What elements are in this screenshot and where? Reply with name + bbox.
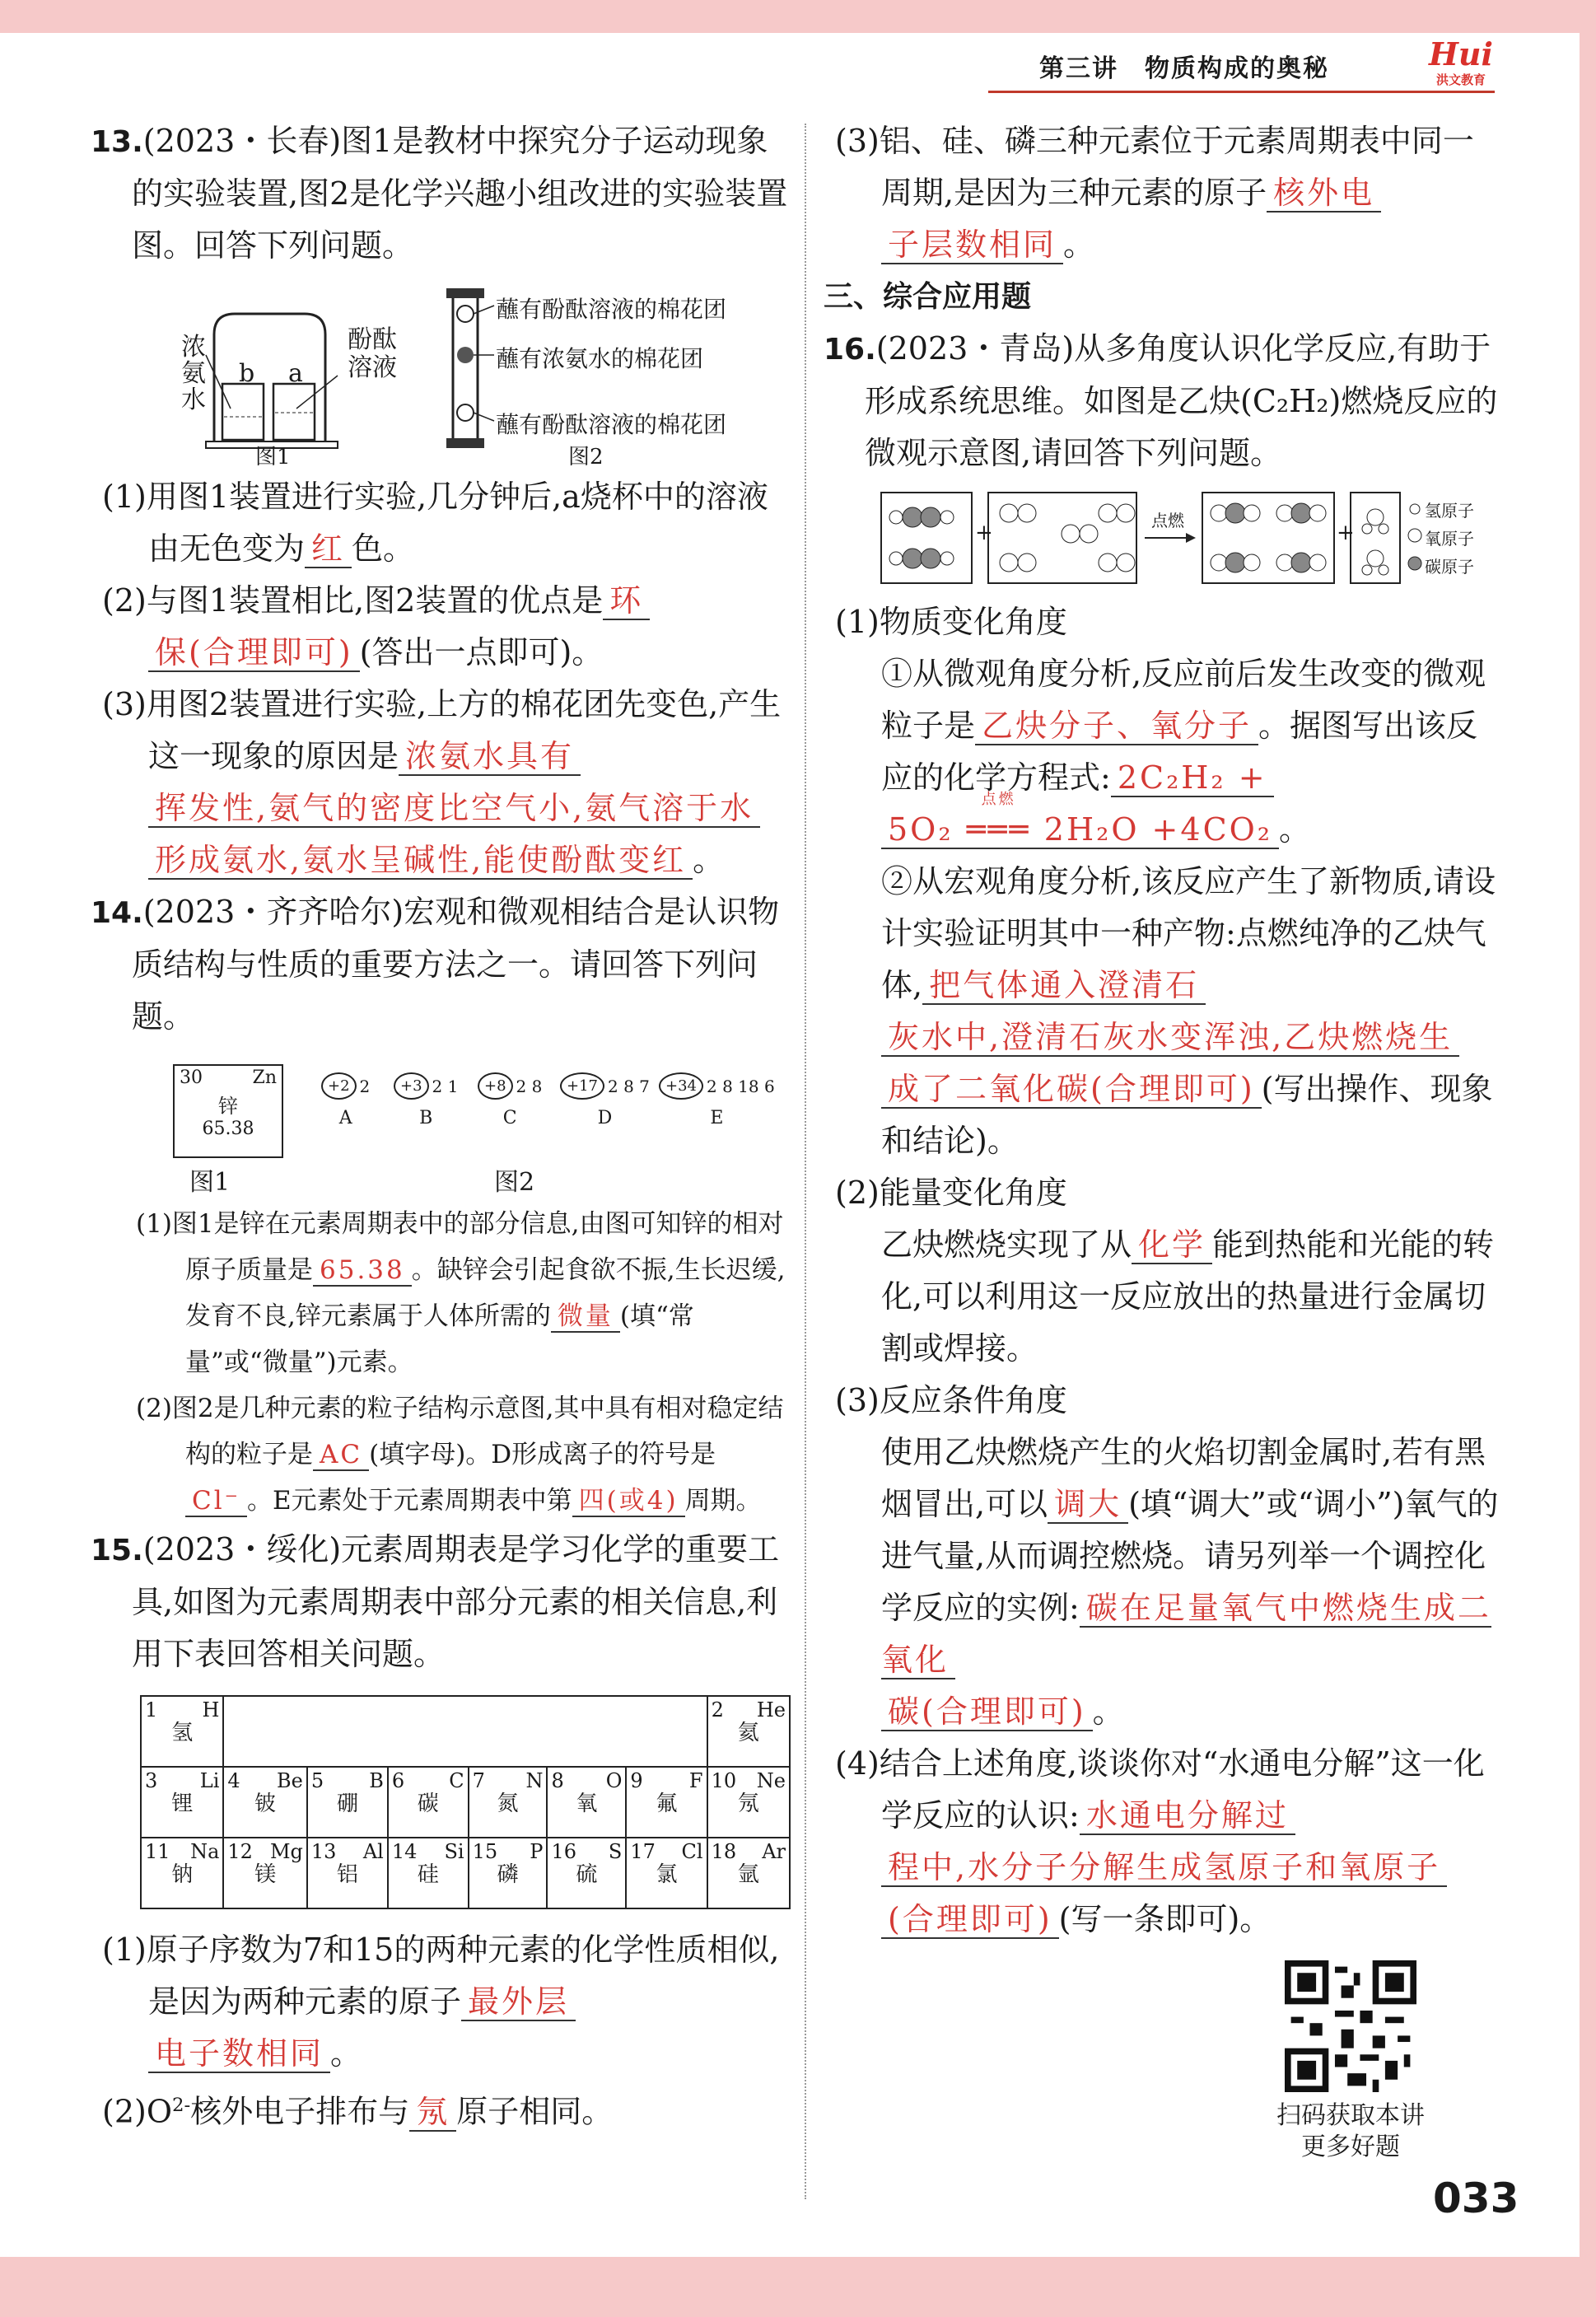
question-15 (91, 1524, 791, 2138)
element-cell-n: 7 N 氮 (469, 1767, 548, 1838)
q13-answer-1: 红 (305, 530, 352, 568)
q15-sub3: (3)铝、硅、磷三种元素位于元素周期表中同一周期,是因为三种元素的原子 核外电 子层数相同 。 (835, 123, 1474, 263)
atom-label: C (502, 1108, 517, 1128)
q16-equation-left: 2C₂H₂ + (1111, 759, 1274, 797)
bottom-color-band (0, 2257, 1596, 2317)
q15-stem: 15.(2023・绥化)元素周期表是学习化学的重要工具,如图为元素周期表中部分元素的相关信息,利用下表回答相关问题。 (91, 1531, 780, 1672)
q15-answer-3a: 核外电 (1267, 175, 1381, 213)
zinc-name: 锌 (218, 1095, 238, 1118)
q13-fig2-label-1: 蘸有酚酞溶液的棉花团 (496, 296, 727, 323)
q16-part1-title: (1)物质变化角度 (835, 604, 1067, 640)
element-cell-ne: 10 Ne 氖 (707, 1767, 790, 1838)
atom-label: E (710, 1108, 724, 1128)
q14-sub2: (2)图2是几种元素的粒子结构示意图,其中具有相对稳定结构的粒子是 AC (填字母)。D形成离子的符号是Cl⁻ 。E元素处于元素周期表中第 四(或4) 周期。 (136, 1394, 784, 1516)
table-row (141, 1767, 790, 1838)
element-cell-si: 14 Si 硅 (388, 1838, 469, 1908)
q14-answer-5: 四(或4) (572, 1486, 685, 1517)
q16-answer-2a: 把气体通入澄清石 (922, 967, 1206, 1005)
q14-fig1-caption: 图1 (189, 1168, 231, 1197)
right-column (824, 115, 1499, 1946)
atom-diagram-0 (321, 1072, 370, 1128)
zinc-number: 30 (180, 1067, 203, 1088)
q13-fig2-caption: 图2 (568, 445, 604, 469)
zinc-element-cell (173, 1064, 283, 1158)
table-gap (223, 1696, 707, 1767)
electron-shells: 2 8 7 (608, 1076, 650, 1096)
q13-answer-3b: 挥发性,氨气的密度比空气小,氨气溶于水 (148, 790, 760, 828)
q14-figures (91, 1048, 791, 1196)
q16-answer-6b: 程中,水分子分解生成氢原子和氧原子 (881, 1849, 1447, 1887)
q16-answer-5b: 碳(合理即可) (881, 1693, 1093, 1731)
element-cell-na: 11 Na 钠 (141, 1838, 223, 1908)
q16-part1-1: ①从微观角度分析,反应前后发生改变的微观粒子是 乙炔分子、氧分子 。据图写出该反应的化学方程式: 2C₂H₂ + 5O₂ 点燃 ═══ 2H₂O +4CO₂ 。 (824, 648, 1499, 856)
element-cell-al: 13 Al 铝 (307, 1838, 388, 1908)
electron-shells: 2 (359, 1076, 371, 1096)
element-cell-ar: 18 Ar 氩 (707, 1838, 790, 1908)
diagram-plus-1: + (975, 521, 993, 545)
q13-fig1-b-label: b (239, 359, 255, 388)
q15-answer-1b: 电子数相同 (148, 2035, 330, 2073)
q16-answer-5a: 碳在足量氧气中燃烧生成二氧化 (881, 1590, 1491, 1678)
element-cell-be: 4 Be 铍 (223, 1767, 306, 1838)
q16-part4: (4)结合上述角度,谈谈你对“水通电分解”这一化学反应的认识: 水通电分解过 程中,水分子分解生成氢原子和氧原子 (合理即可) (写一条即可)。 (835, 1745, 1485, 1937)
qr-caption: 扫码获取本讲 更多好题 (1276, 2101, 1425, 2161)
zinc-symbol: Zn (252, 1067, 277, 1088)
question-14 (91, 886, 791, 1524)
q13-fig2-label-2: 蘸有浓氨水的棉花团 (496, 345, 704, 372)
q13-fig2-label-3: 蘸有酚酞溶液的棉花团 (496, 411, 727, 438)
q16-answer-6c: (合理即可) (881, 1901, 1059, 1939)
diagram-plus-2: + (1337, 521, 1355, 545)
q14-fig2-caption: 图2 (494, 1168, 535, 1197)
q13-fig1-a-label: a (288, 359, 303, 388)
q15-answer-1a: 最外层 (461, 1983, 576, 2021)
nucleus: +3 (394, 1072, 429, 1100)
q13-answer-3a: 浓氨水具有 (399, 738, 581, 776)
q16-part3-body: 使用乙炔燃烧产生的火焰切割金属时,若有黑烟冒出,可以 调大 (填“调大”或“调小”)氧气的进气量,从而调控燃烧。请另列举一个调控化学反应的实例: 碳在足量氧气中燃烧生成二氧化 碳(合理即可) 。 (881, 1434, 1499, 1730)
q16-answer-4: 调大 (1048, 1486, 1128, 1524)
element-cell-b: 5 B 硼 (307, 1767, 388, 1838)
nucleus: +17 (560, 1072, 604, 1100)
table-row (141, 1838, 790, 1908)
zinc-mass: 65.38 (202, 1119, 254, 1139)
element-cell-c: 6 C 碳 (388, 1767, 469, 1838)
nucleus: +8 (478, 1072, 513, 1100)
electron-shells: 2 8 (516, 1076, 543, 1096)
right-color-band (1580, 0, 1596, 2317)
column-divider (805, 124, 806, 2199)
page-number: 033 (1433, 2175, 1519, 2222)
q15-sub1: (1)原子序数为7和15的两种元素的化学性质相似,是因为两种元素的原子 最外层 电子数相同 。 (102, 1932, 780, 2072)
page-header-title: 第三讲 物质构成的奥秘 (1039, 54, 1329, 83)
publisher-logo (1425, 35, 1497, 91)
atom-label: B (419, 1108, 433, 1128)
element-cell-p: 15 P 磷 (469, 1838, 548, 1908)
q13-sub3: (3)用图2装置进行实验,上方的棉花团先变色,产生这一现象的原因是 浓氨水具有 挥发性,氨气的密度比空气小,氨气溶于水 形成氨水,氨水呈碱性,能使酚酞变红 。 (102, 686, 782, 878)
atom-diagram-2 (478, 1072, 542, 1128)
electron-shells: 2 1 (432, 1076, 459, 1096)
logo-text: 洪文教育 (1435, 72, 1486, 87)
element-cell-mg: 12 Mg 镁 (223, 1838, 306, 1908)
q14-stem: 14.(2023・齐齐哈尔)宏观和微观相结合是认识物质结构与性质的重要方法之一。请回答下列问题。 (91, 894, 780, 1035)
atom-diagram-3 (560, 1072, 650, 1128)
question-13 (91, 115, 791, 886)
q16-part3-title: (3)反应条件角度 (835, 1382, 1067, 1418)
element-cell-o: 8 O 氧 (547, 1767, 626, 1838)
q15-answer-3b: 子层数相同 (881, 227, 1063, 264)
atom-diagram-4 (659, 1072, 775, 1128)
legend-oxygen: 氧原子 (1425, 529, 1474, 549)
q13-fig1-caption: 图1 (255, 445, 291, 469)
element-cell-cl: 17 Cl 氯 (626, 1838, 707, 1908)
q13-answer-2b: 保(合理即可) (148, 634, 360, 672)
qr-code[interactable] (1285, 1960, 1416, 2092)
legend-carbon: 碳原子 (1425, 557, 1474, 577)
q16-part1-2: ②从宏观角度分析,该反应产生了新物质,请设计实验证明其中一种产物:点燃纯净的乙炔气体, 把气体通入澄清石 灰水中,澄清石灰水变浑浊,乙炔燃烧生 成了二氧化碳(合理即可) (写出操作、现象和结论)。 (881, 863, 1496, 1159)
q13-answer-3c: 形成氨水,氨水呈碱性,能使酚酞变红 (148, 842, 693, 880)
element-cell-f: 9 F 氟 (626, 1767, 707, 1838)
periodic-table-excerpt (140, 1695, 791, 1909)
section-heading-3: 三、综合应用题 (824, 280, 1032, 314)
element-cell-li: 3 Li 锂 (141, 1767, 223, 1838)
q16-answer-6a: 水通电分解过 (1080, 1797, 1295, 1835)
legend-hydrogen: 氢原子 (1425, 501, 1474, 521)
nucleus: +34 (659, 1072, 703, 1100)
acetylene-combustion-diagram (824, 484, 1499, 591)
q13-fig1-right-label: 酚酞 溶液 (348, 325, 397, 382)
q14-answer-4: Cl⁻ (185, 1486, 247, 1517)
top-color-band (0, 0, 1596, 33)
element-cell-he: 2 He 氦 (707, 1696, 790, 1767)
q14-sub1: (1)图1是锌在元素周期表中的部分信息,由图可知锌的相对原子质量是 65.38 。缺锌会引起食欲不振,生长迟缓,发育不良,锌元素属于人体所需的 微量 (填“常量”或“微量”)元素。 (136, 1209, 786, 1377)
diagram-arrow-label: 点燃 (1151, 511, 1184, 530)
equation-condition: 点燃 ═══ (966, 791, 1031, 848)
q13-answer-2a: 环 (603, 582, 650, 620)
q16-answer-2c: 成了二氧化碳(合理即可) (881, 1071, 1262, 1109)
q15-sub2: $(2)O^{2-}$核外电子排布与 氖 原子相同。 (102, 2093, 614, 2130)
q14-answer-2: 微量 (551, 1301, 620, 1333)
question-16 (824, 323, 1499, 1946)
q14-answer-1: 65.38 (313, 1255, 412, 1287)
q13-figures (91, 277, 791, 469)
table-row (141, 1696, 790, 1767)
q13-fig1-left-label: 浓 氨 水 (181, 333, 206, 414)
q16-part2-body: 乙炔燃烧实现了从 化学 能到热能和光能的转化,可以利用这一反应放出的热量进行金属切割或焊接。 (881, 1226, 1495, 1366)
atom-diagram-1 (394, 1072, 458, 1128)
q16-stem: 16.(2023・青岛)从多角度认识化学反应,有助于形成系统思维。如图是乙炔(C₂H₂)燃烧反应的微观示意图,请回答下列问题。 (824, 330, 1498, 471)
left-column (91, 115, 791, 2138)
atom-label: A (338, 1108, 352, 1128)
q16-part2-title: (2)能量变化角度 (835, 1175, 1067, 1211)
reaction-microscopic-diagram (824, 484, 1499, 591)
q16-answer-2b: 灰水中,澄清石灰水变浑浊,乙炔燃烧生 (881, 1019, 1459, 1057)
electron-shells: 2 8 18 6 (707, 1076, 775, 1096)
q13-stem: 13.(2023・长春)图1是教材中探究分子运动现象的实验装置,图2是化学兴趣小组改进的实验装置图。回答下列问题。 (91, 123, 788, 264)
q13-sub1: (1)用图1装置进行实验,几分钟后,a烧杯中的溶液由无色变为 红 色。 (102, 479, 768, 567)
q14-answer-3: AC (313, 1440, 369, 1471)
element-cell-h: 1 H 氢 (141, 1696, 223, 1767)
q15-answer-2: 氖 (409, 2094, 456, 2132)
q16-answer-1: 乙炔分子、氧分子 (975, 708, 1258, 745)
element-cell-s: 16 S 硫 (547, 1838, 626, 1908)
q16-equation-right: 5O₂ 点燃 ═══ 2H₂O +4CO₂ (881, 811, 1279, 849)
q13-sub2: (2)与图1装置相比,图2装置的优点是 环 保(合理即可) (答出一点即可)。 (91, 575, 791, 679)
atom-label: D (597, 1108, 613, 1128)
nucleus: +2 (321, 1072, 357, 1100)
q16-answer-3: 化学 (1132, 1226, 1212, 1264)
logo-mark: Hui (1429, 35, 1493, 72)
